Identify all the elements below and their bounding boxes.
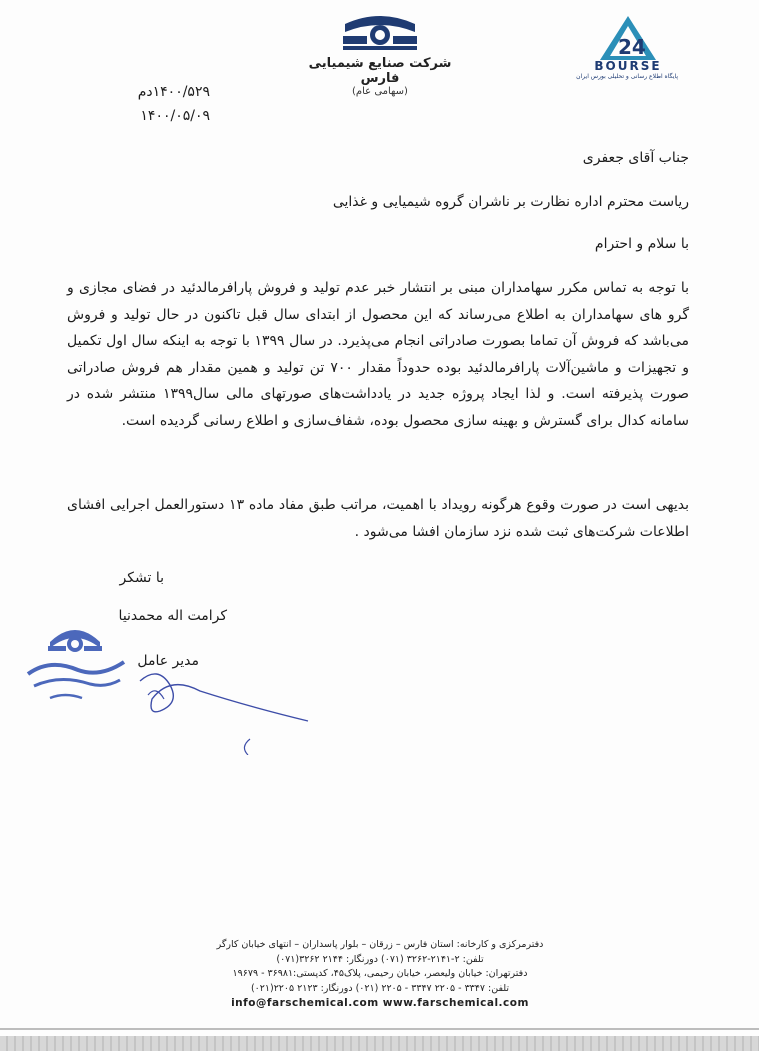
footer-address-tehran: دفترتهران: خیابان ولیعصر، خیابان رحیمی، پلاک۴۵، کدپستی:۳۶۹۸۱ - ۱۹۶۷۹	[232, 968, 528, 979]
footer-phone-hq: تلفن: ۲-۲۱۴۱-۳۲۶۲ (۰۷۱) دورنگار: ۲۱۴۴ ۳۲۶۲(۰۷۱)	[276, 953, 484, 965]
footer	[200, 938, 560, 1011]
svg-text:24: 24	[618, 35, 646, 59]
signer-name: کرامت اله محمدنیا	[118, 608, 227, 624]
letter-date: ۱۴۰۰/۰۵/۰۹	[140, 108, 210, 124]
footer-phone-tehran: تلفن: ۳۳۴۷ - ۲۲۰۵ ۳۳۴۷ - ۲۲۰۵ (۰۲۱) دورنگار: ۲۱۲۳ ۲۲۰۵(۰۲۱)	[250, 982, 510, 994]
footer-pattern-strip	[0, 1036, 759, 1051]
closing: با تشکر	[119, 570, 164, 586]
company-emblem-icon	[339, 14, 421, 54]
company-stamp	[20, 612, 130, 712]
footer-contact: info@farschemical.com www.farschemical.com	[231, 997, 529, 1009]
signature	[130, 655, 320, 755]
footer-divider	[0, 1028, 759, 1030]
reference-number: ۱۴۰۰/۵۲۹دم	[137, 84, 210, 100]
body-paragraph-1: با توجه به تماس مکرر سهامداران مبنی بر انتشار خبر عدم تولید و فروش پارافرمالدئید در فضای مجازی و گرو های سهامداران به اطلاع می‌رساند که این محصول از ابتدای سال قبل تاکنون در حال تولید و فروش می‌باشد که فروش آن تماما بصورت صادراتی انجام می‌پذیرد. در سال ۱۳۹۹ با توجه به اینکه سال اول تکمیل و تجهیزات و ماشین‌آلات پارافرمالدئید بوده حدوداً مقدار ۷۰۰ تن تولید و همین مقدار هم فروش صادراتی صورت پذیرفته است. و لذا ایجاد پروژه جدید در یادداشت‌های صورتهای مالی سال۱۳۹۹ منتشر شده در سامانه کدال برای گسترش و بهینه سازی محصول بوده، شفاف‌سازی و اطلاع رسانی گردیده است.	[67, 280, 690, 429]
stamp-seal-icon	[20, 612, 130, 712]
signer-title: مدیر عامل	[137, 653, 199, 669]
bourse-logo	[578, 14, 678, 84]
recipient: جناب آقای جعفری	[582, 150, 689, 166]
bourse-emblem-icon	[598, 14, 658, 62]
bourse-wordmark: BOURSE	[594, 59, 662, 73]
greeting: با سلام و احترام	[594, 236, 689, 252]
body-paragraph-2: بدیهی است در صورت وقوع هرگونه رویداد با اهمیت، مراتب طبق مفاد ماده ۱۳ دستورالعمل اجرایی افشای اطلاعات شرکت‌های ثبت شده نزد سازمان افشا می‌شود .	[67, 497, 689, 540]
company-type: (سهامی عام)	[352, 86, 408, 97]
company-name: شرکت صنایع شیمیایی فارس	[308, 56, 452, 86]
recipient-position: ریاست محترم اداره نظارت بر ناشران گروه شیمیایی و غذایی	[332, 194, 689, 210]
footer-address-hq: دفترمرکزی و کارخانه: استان فارس – زرقان – بلوار پاسداران – انتهای خیابان کارگر	[216, 939, 544, 950]
bourse-tagline: پایگاه اطلاع رسانی و تحلیلی بورس ایران	[576, 73, 678, 80]
handwritten-signature-icon	[130, 655, 320, 755]
company-logo	[300, 14, 460, 97]
